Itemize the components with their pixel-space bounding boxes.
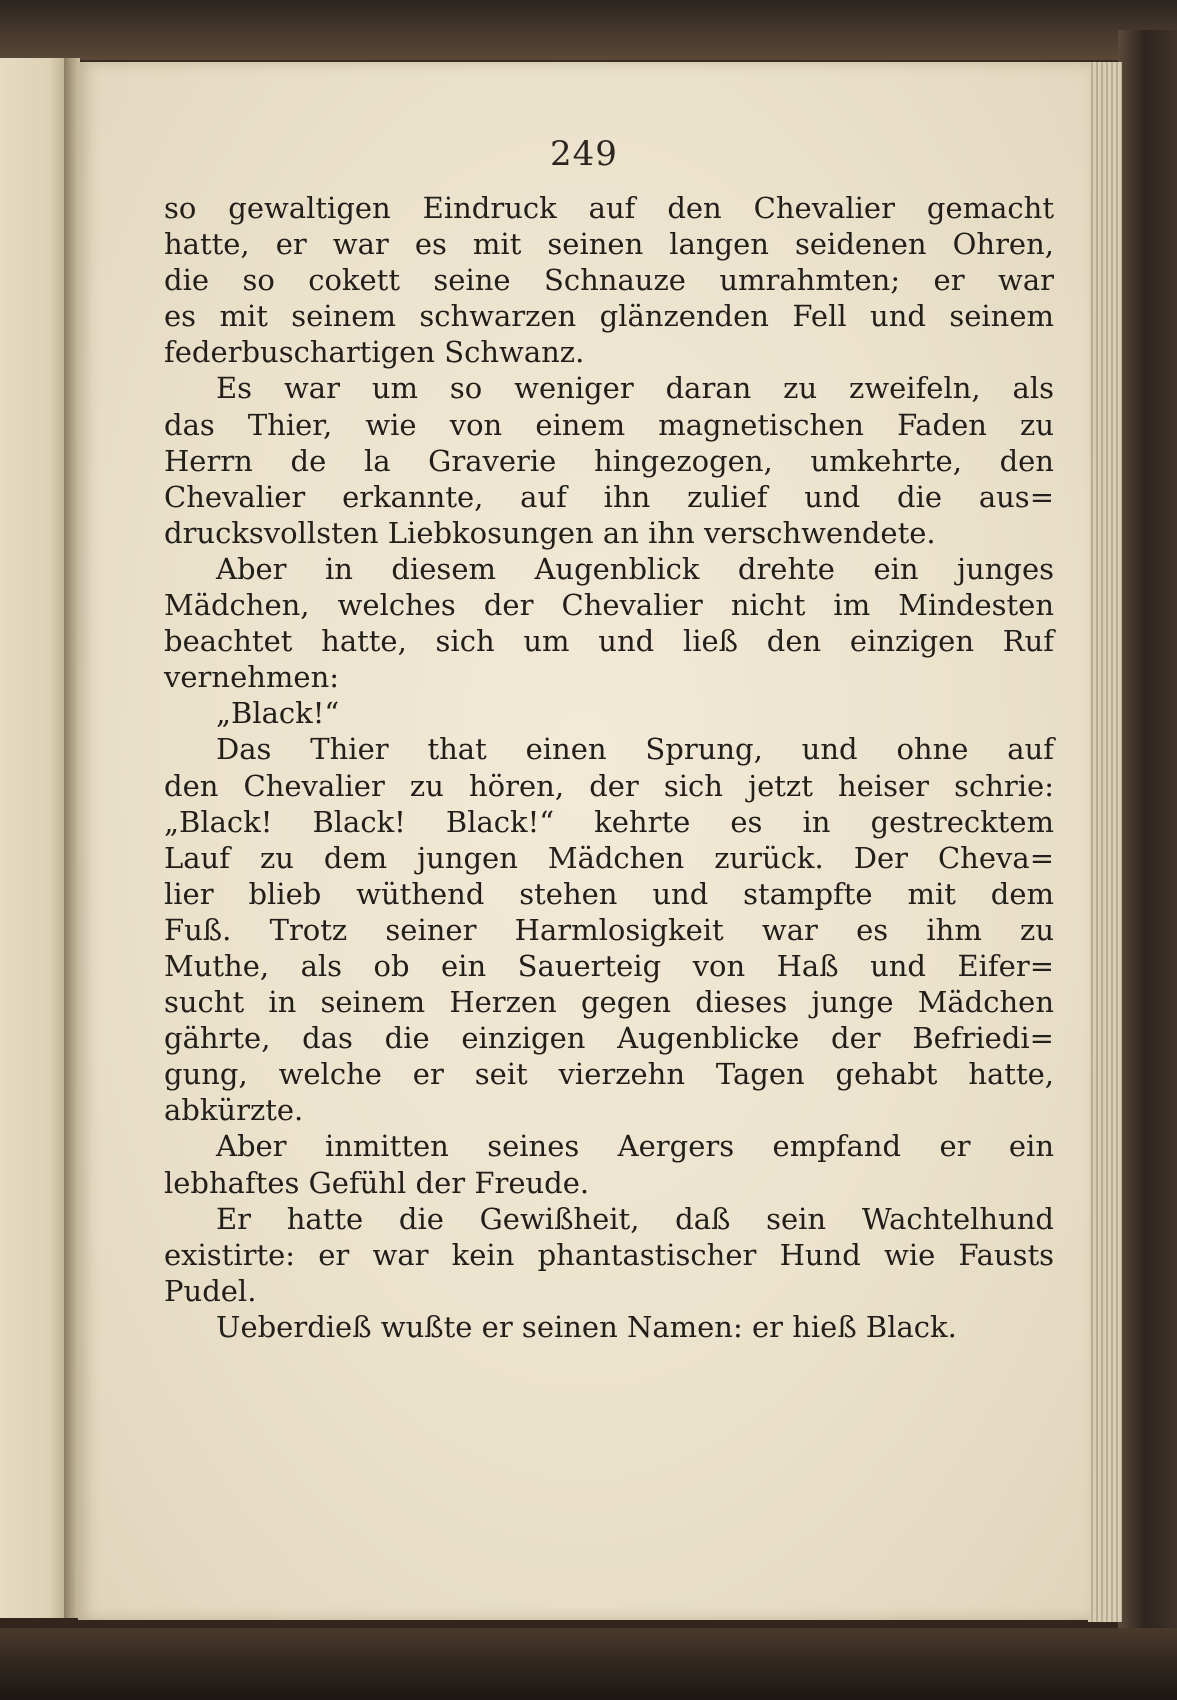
text-line: Er hatte die Gewißheit, daß sein Wachtelhund [216, 1201, 1054, 1236]
previous-page-edge [0, 58, 70, 1618]
text-line: Lauf zu dem jungen Mädchen zurück. Der Cheva= [164, 840, 1054, 875]
text-line: drucksvollsten Liebkosungen an ihn verschwendete. [164, 515, 936, 550]
text-line: Mädchen, welches der Chevalier nicht im Mindesten [164, 588, 1054, 623]
book-cover-bottom-edge [0, 1628, 1177, 1700]
text-line: hatte, er war es mit seinen langen seidenen Ohren, [164, 227, 1054, 262]
text-line: Herrn de la Graverie hingezogen, umkehrte, den [164, 443, 1054, 478]
text-line: Es war um so weniger daran zu zweifeln, als [216, 371, 1054, 406]
text-line: es mit seinem schwarzen glänzenden Fell und seinem [164, 299, 1054, 334]
text-line: den Chevalier zu hören, der sich jetzt heiser schrie: [164, 768, 1054, 803]
text-line: Aber in diesem Augenblick drehte ein junges [216, 551, 1054, 586]
text-line: sucht in seinem Herzen gegen dieses junge Mädchen [164, 985, 1054, 1020]
book-cover-right-edge [1118, 30, 1177, 1670]
text-line: „Black! Black! Black!“ kehrte es in gestrecktem [164, 804, 1054, 839]
text-line: „Black!“ [216, 696, 340, 731]
page-number: 249 [550, 134, 618, 174]
text-line: Ueberdieß wußte er seinen Namen: er hieß Black. [216, 1309, 957, 1344]
text-line: existirte: er war kein phantastischer Hund wie Fausts [164, 1237, 1054, 1272]
page-stack-edges [1088, 62, 1122, 1622]
text-line: Muthe, als ob ein Sauerteig von Haß und Eifer= [164, 948, 1054, 983]
text-line: Das Thier that einen Sprung, und ohne auf [216, 732, 1054, 767]
book-cover-top-edge [0, 0, 1177, 60]
text-line: federbuschartigen Schwanz. [164, 335, 585, 370]
text-line: vernehmen: [164, 660, 340, 695]
text-line: Fuß. Trotz seiner Harmlosigkeit war es ihm zu [164, 912, 1054, 947]
text-line: gährte, das die einzigen Augenblicke der Befriedi= [164, 1021, 1054, 1056]
book-page [78, 62, 1090, 1620]
text-line: das Thier, wie von einem magnetischen Faden zu [164, 407, 1054, 442]
text-line: Pudel. [164, 1273, 257, 1308]
page-body-text [164, 190, 1054, 1345]
text-line: die so cokett seine Schnauze umrahmten; er war [164, 263, 1054, 298]
text-line: beachtet hatte, sich um und ließ den einzigen Ruf [164, 624, 1054, 659]
text-line: Aber inmitten seines Aergers empfand er ein [216, 1129, 1054, 1164]
text-line: lebhaftes Gefühl der Freude. [164, 1165, 590, 1200]
text-line: so gewaltigen Eindruck auf den Chevalier gemacht [164, 191, 1054, 225]
text-line: Chevalier erkannte, auf ihn zulief und die aus= [164, 479, 1054, 514]
text-line: gung, welche er seit vierzehn Tagen gehabt hatte, [164, 1057, 1054, 1092]
text-line: lier blieb wüthend stehen und stampfte mit dem [164, 876, 1054, 911]
text-line: abkürzte. [164, 1093, 304, 1128]
